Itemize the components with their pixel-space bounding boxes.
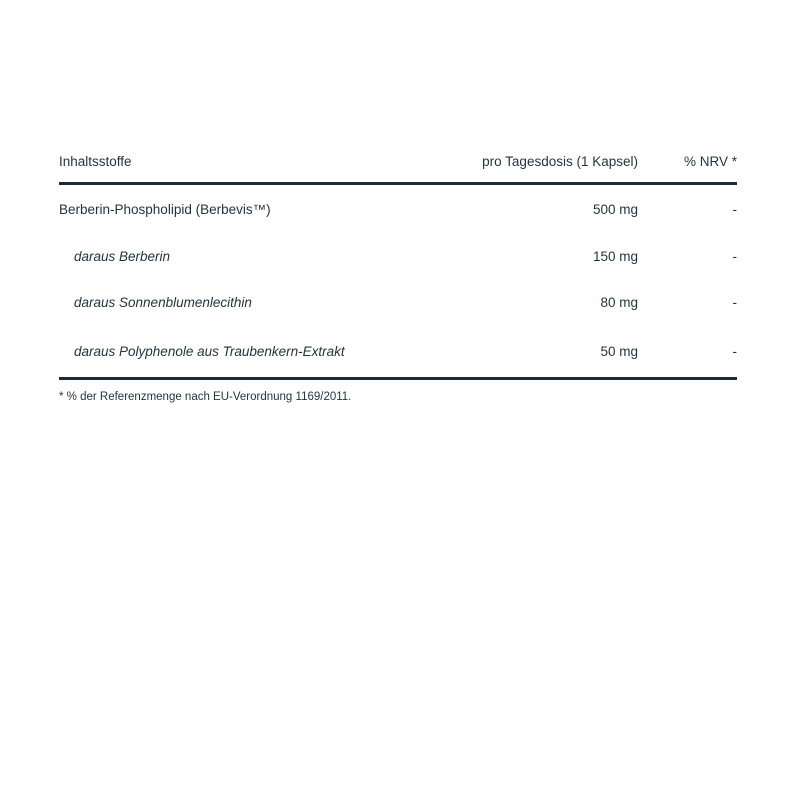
ingredient-name: daraus Sonnenblumenlecithin xyxy=(74,294,252,310)
table-row xyxy=(59,279,737,325)
ingredient-name: daraus Berberin xyxy=(74,248,171,264)
ingredient-name: Berberin-Phospholipid (Berbevis™) xyxy=(59,201,271,217)
footnote: * % der Referenzmenge nach EU-Verordnung 1169/2011. xyxy=(59,391,352,403)
ingredient-nrv: - xyxy=(732,343,737,359)
ingredient-nrv: - xyxy=(732,294,737,310)
ingredients-table xyxy=(59,140,737,380)
ingredient-dose: 500 mg xyxy=(592,201,638,217)
ingredient-dose: 50 mg xyxy=(600,343,638,359)
header-nrv: % NRV * xyxy=(683,153,737,169)
ingredient-name: daraus Polyphenole aus Traubenkern-Extrakt xyxy=(74,343,345,359)
header-ingredients: Inhaltsstoffe xyxy=(59,153,132,169)
table-header-row xyxy=(59,140,737,185)
header-daily-dose: pro Tagesdosis (1 Kapsel) xyxy=(482,153,638,169)
table-row xyxy=(59,233,737,279)
ingredient-dose: 150 mg xyxy=(592,248,638,264)
table-row xyxy=(59,185,737,233)
ingredient-nrv: - xyxy=(732,201,737,217)
ingredient-nrv: - xyxy=(732,248,737,264)
table-row xyxy=(59,325,737,380)
ingredient-dose: 80 mg xyxy=(600,294,638,310)
